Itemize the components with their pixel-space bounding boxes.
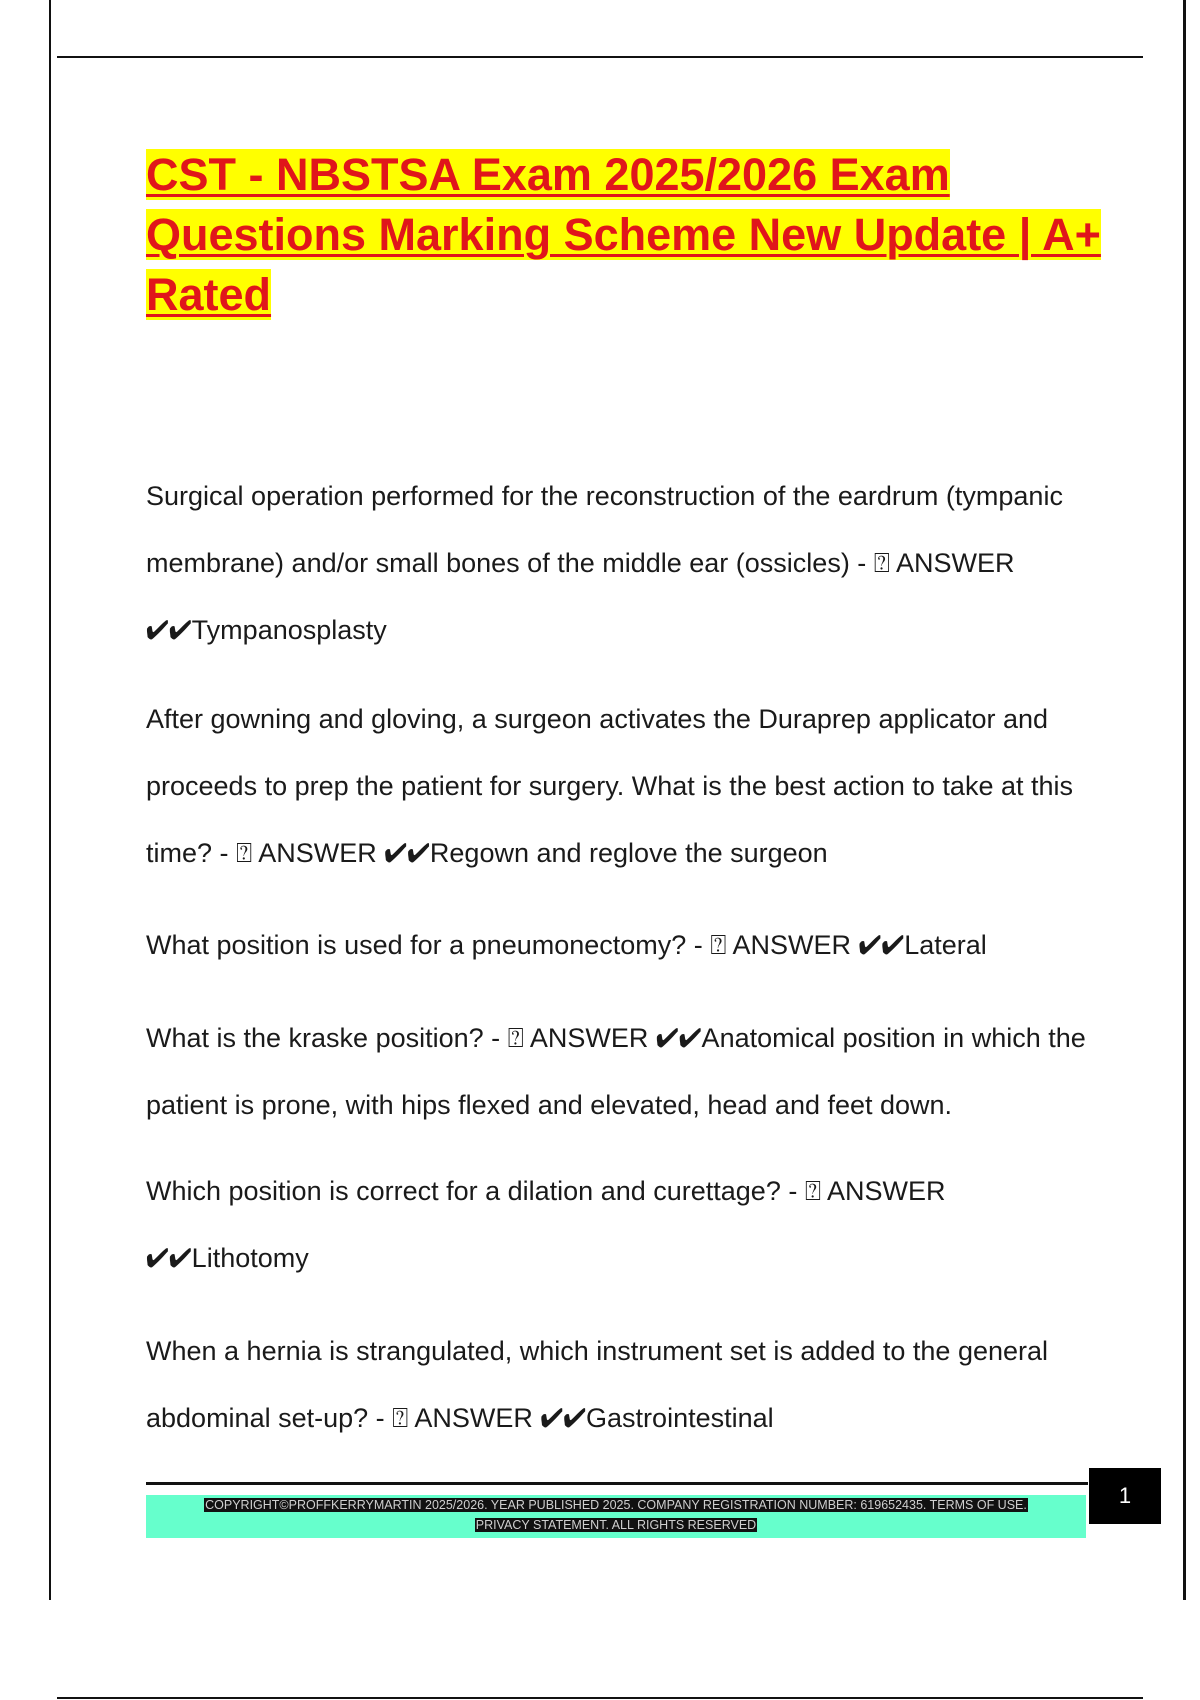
footer-copyright-line-1: COPYRIGHT©PROFFKERRYMARTIN 2025/2026. YEAR PUBLISHED 2025. COMPANY REGISTRATION NUMBER: 619652435. TERMS OF USE.: [205, 1498, 1027, 1512]
question-1: Surgical operation performed for the reconstruction of the eardrum (tympanic membrane) and/or small bones of the middle ear (ossicles) - ⍰ ANSWER ✔✔Tympanosplasty: [146, 481, 1063, 645]
footer-rule: [146, 1482, 1088, 1485]
footer-copyright-line-2: PRIVACY STATEMENT. ALL RIGHTS RESERVED: [475, 1518, 757, 1532]
header-rule: [57, 56, 1143, 58]
page-number: 1: [1089, 1468, 1161, 1524]
document-title: [146, 145, 1126, 325]
page-border-left: [49, 0, 51, 1600]
footer-copyright: [146, 1495, 1086, 1538]
question-4: What is the kraske position? - ⍰ ANSWER ✔✔Anatomical position in which the patient is prone, with hips flexed and elevated, head and feet down.: [146, 1023, 1086, 1120]
document-title-text: CST - NBSTSA Exam 2025/2026 Exam Questions Marking Scheme New Update | A+ Rated: [146, 149, 1101, 320]
question-3: What position is used for a pneumonectomy? - ⍰ ANSWER ✔✔Lateral: [146, 930, 987, 960]
page-border-right: [1183, 0, 1186, 1600]
question-6: When a hernia is strangulated, which instrument set is added to the general abdominal set-up? - ⍰ ANSWER ✔✔Gastrointestinal: [146, 1336, 1049, 1433]
next-page-rule: [57, 1697, 1143, 1699]
question-2: After gowning and gloving, a surgeon activates the Duraprep applicator and proceeds to prep the patient for surgery. What is the best action to take at this time? - ⍰ ANSWER ✔✔Regown and reglove the surgeon: [146, 704, 1074, 868]
question-5: Which position is correct for a dilation and curettage? - ⍰ ANSWER ✔✔Lithotomy: [146, 1176, 946, 1273]
